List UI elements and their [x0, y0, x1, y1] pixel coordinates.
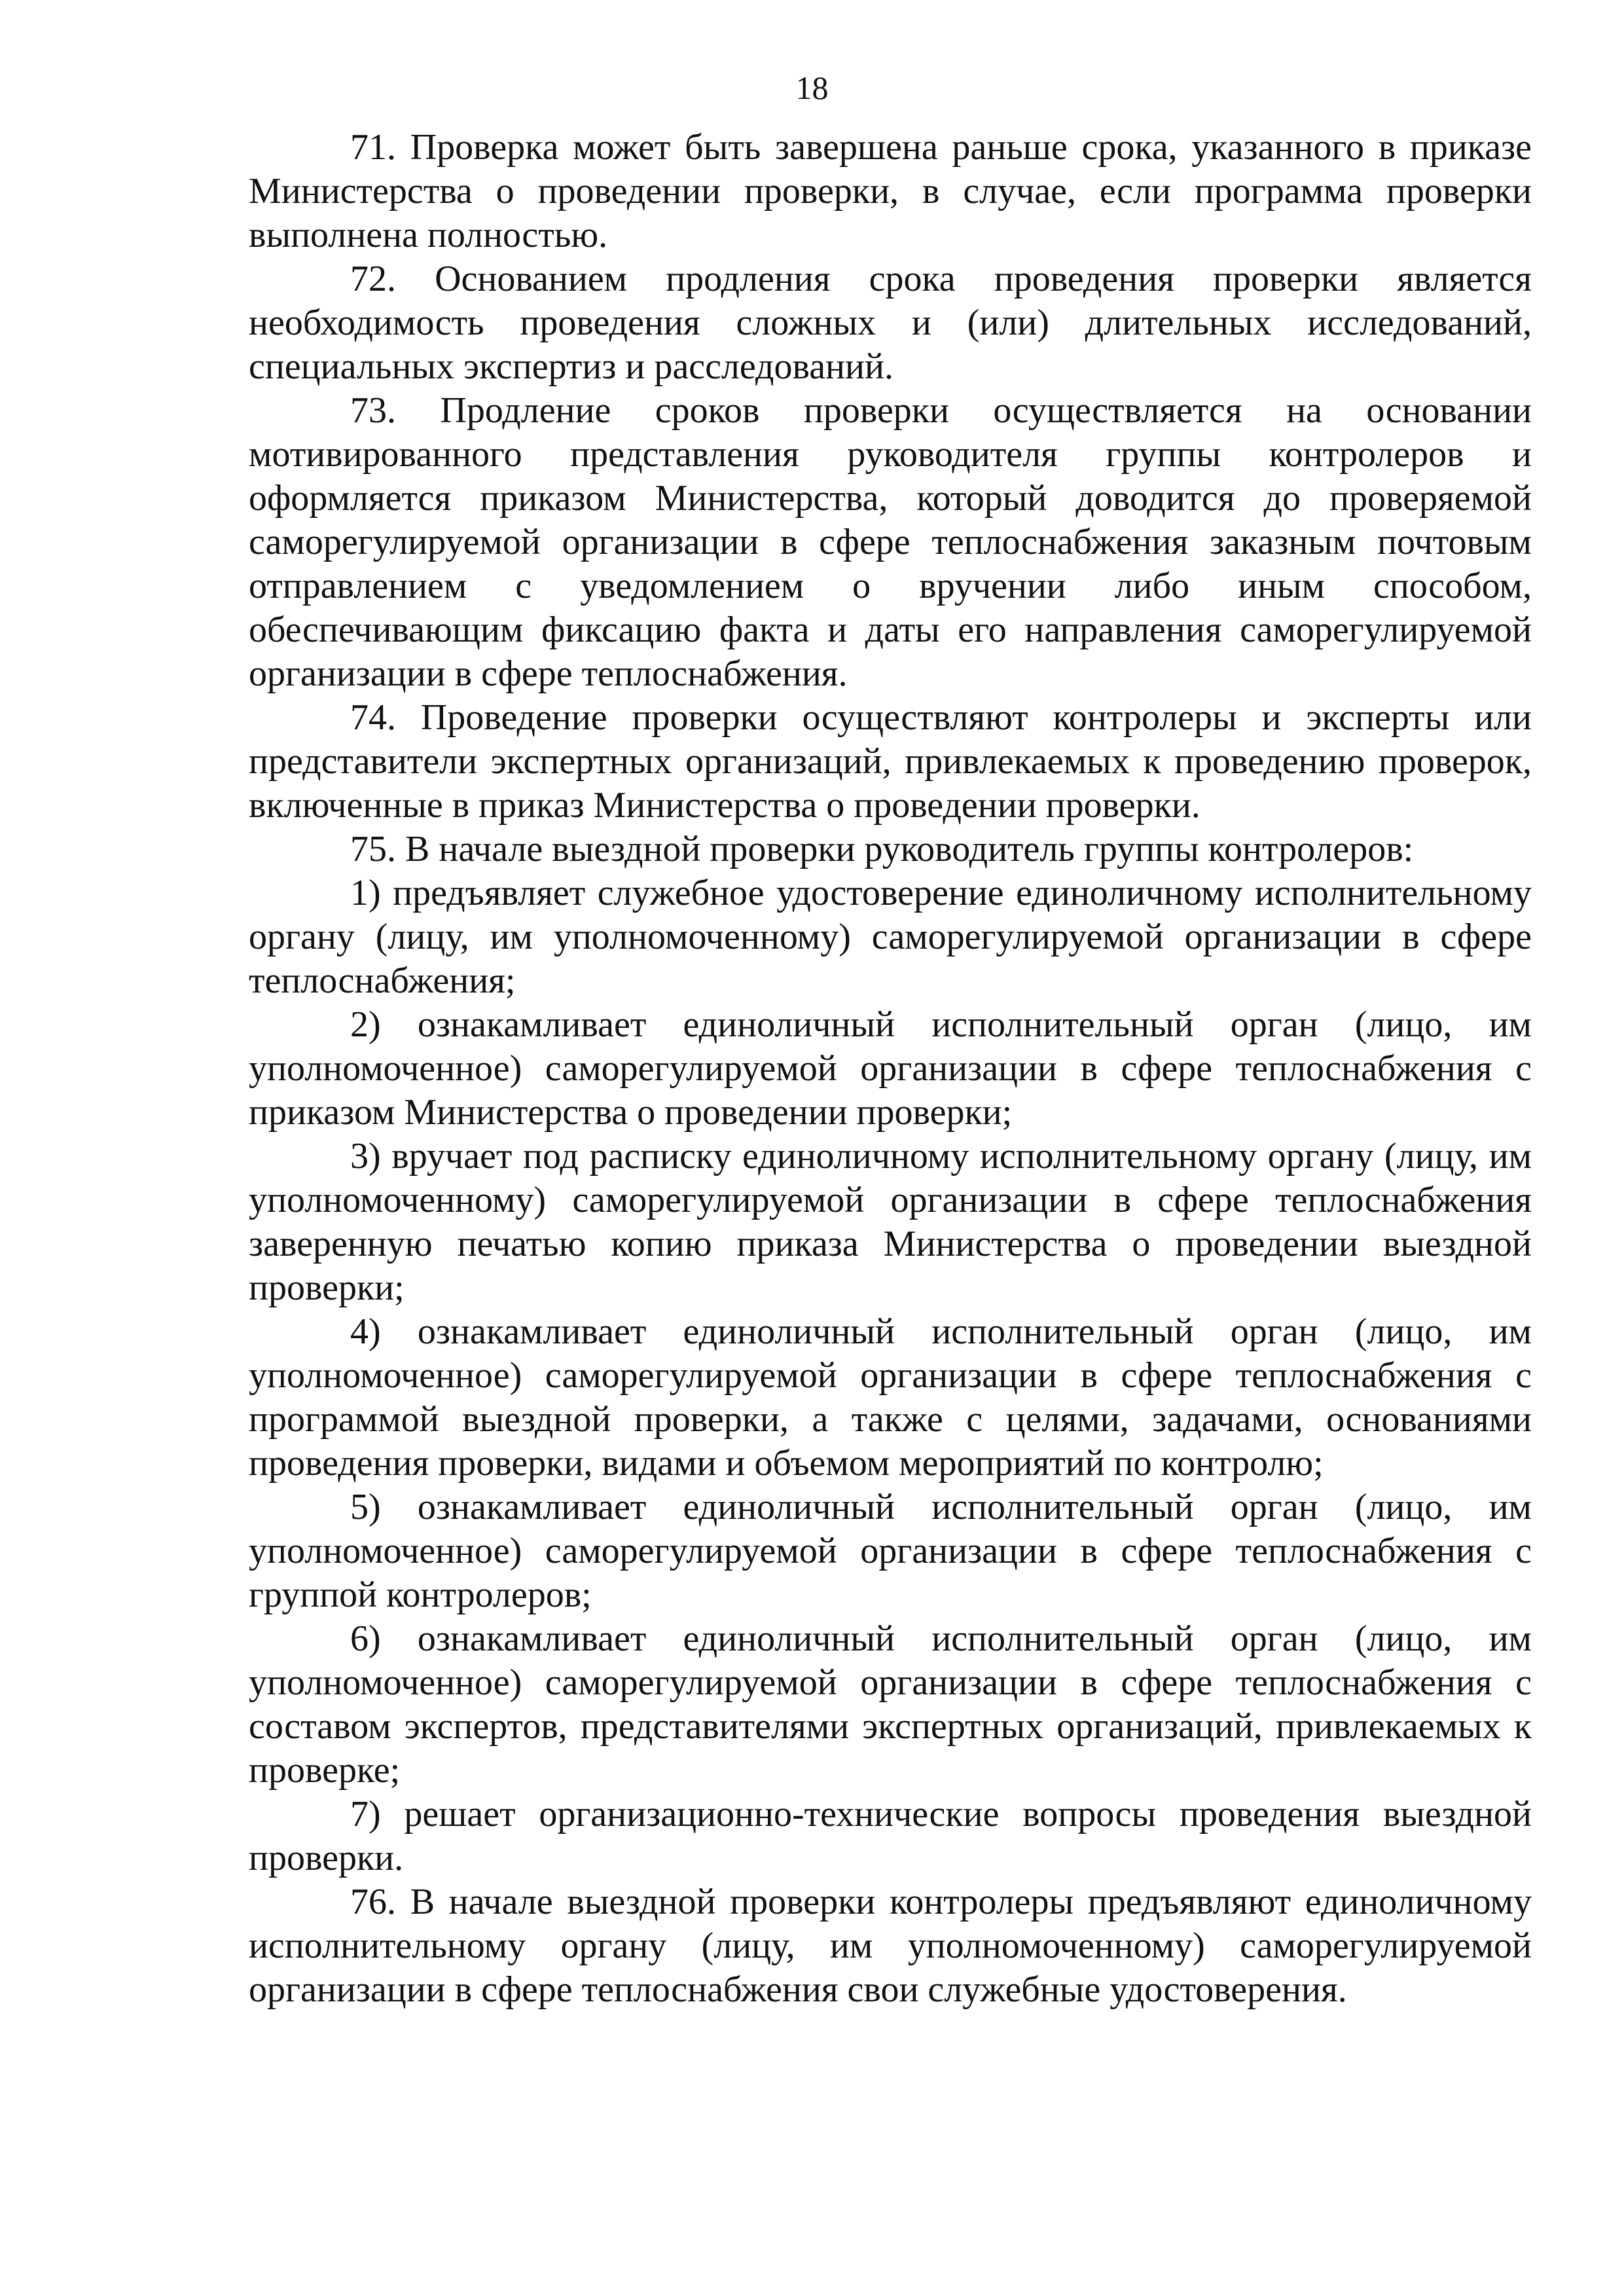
paragraph-71: 71. Проверка может быть завершена раньше срока, указанного в приказе Министерства о проведении проверки, в случае, если программа проверки выполнена полностью.	[249, 127, 1532, 255]
paragraph-75: 75. В начале выездной проверки руководитель группы контролеров:	[350, 829, 1414, 869]
list-item-5: 5) ознакамливает единоличный исполнительный орган (лицо, им уполномоченное) саморегулируемой организации в сфере теплоснабжения с группой контролеров;	[249, 1487, 1532, 1615]
list-item-6: 6) ознакамливает единоличный исполнительный орган (лицо, им уполномоченное) саморегулируемой организации в сфере теплоснабжения с составом экспертов, представителями экспертных организаций, привлекаемых к проверке;	[249, 1618, 1532, 1791]
page-number: 18	[795, 69, 829, 106]
paragraph-76: 76. В начале выездной проверки контролеры предъявляют единоличному исполнительному органу (лицу, им уполномоченному) саморегулируемой организации в сфере теплоснабжения свои служебные удостоверения.	[249, 1882, 1532, 2010]
list-item-2: 2) ознакамливает единоличный исполнительный орган (лицо, им уполномоченное) саморегулируемой организации в сфере теплоснабжения с приказом Министерства о проведении проверки;	[249, 1004, 1532, 1133]
paragraph-72: 72. Основанием продления срока проведения проверки является необходимость проведения сложных и (или) длительных исследований, специальных экспертиз и расследований.	[249, 259, 1532, 387]
list-item-3: 3) вручает под расписку единоличному исполнительному органу (лицу, им уполномоченному) саморегулируемой организации в сфере теплоснабжения заверенную печатью копию приказа Министерства о проведении выездной проверки;	[249, 1136, 1532, 1308]
list-item-1: 1) предъявляет служебное удостоверение единоличному исполнительному органу (лицу, им уполномоченному) саморегулируемой организации в сфере теплоснабжения;	[249, 873, 1532, 1001]
list-item-4: 4) ознакамливает единоличный исполнительный орган (лицо, им уполномоченное) саморегулируемой организации в сфере теплоснабжения с программой выездной проверки, а также с целями, задачами, основаниями проведения проверки, видами и объемом мероприятий по контролю;	[249, 1311, 1532, 1484]
list-item-7: 7) решает организационно-технические вопросы проведения выездной проверки.	[249, 1794, 1532, 1878]
paragraph-73: 73. Продление сроков проверки осуществляется на основании мотивированного представления руководителя группы контролеров и оформляется приказом Министерства, который доводится до проверяемой саморегулируемой организации в сфере теплоснабжения заказным почтовым отправлением с уведомлением о вручении либо иным способом, обеспечивающим фиксацию факта и даты его направления саморегулируемой организации в сфере теплоснабжения.	[249, 390, 1532, 694]
paragraph-74: 74. Проведение проверки осуществляют контролеры и эксперты или представители экспертных организаций, привлекаемых к проведению проверок, включенные в приказ Министерства о проведении проверки.	[249, 697, 1532, 826]
document-body	[249, 126, 1532, 2012]
